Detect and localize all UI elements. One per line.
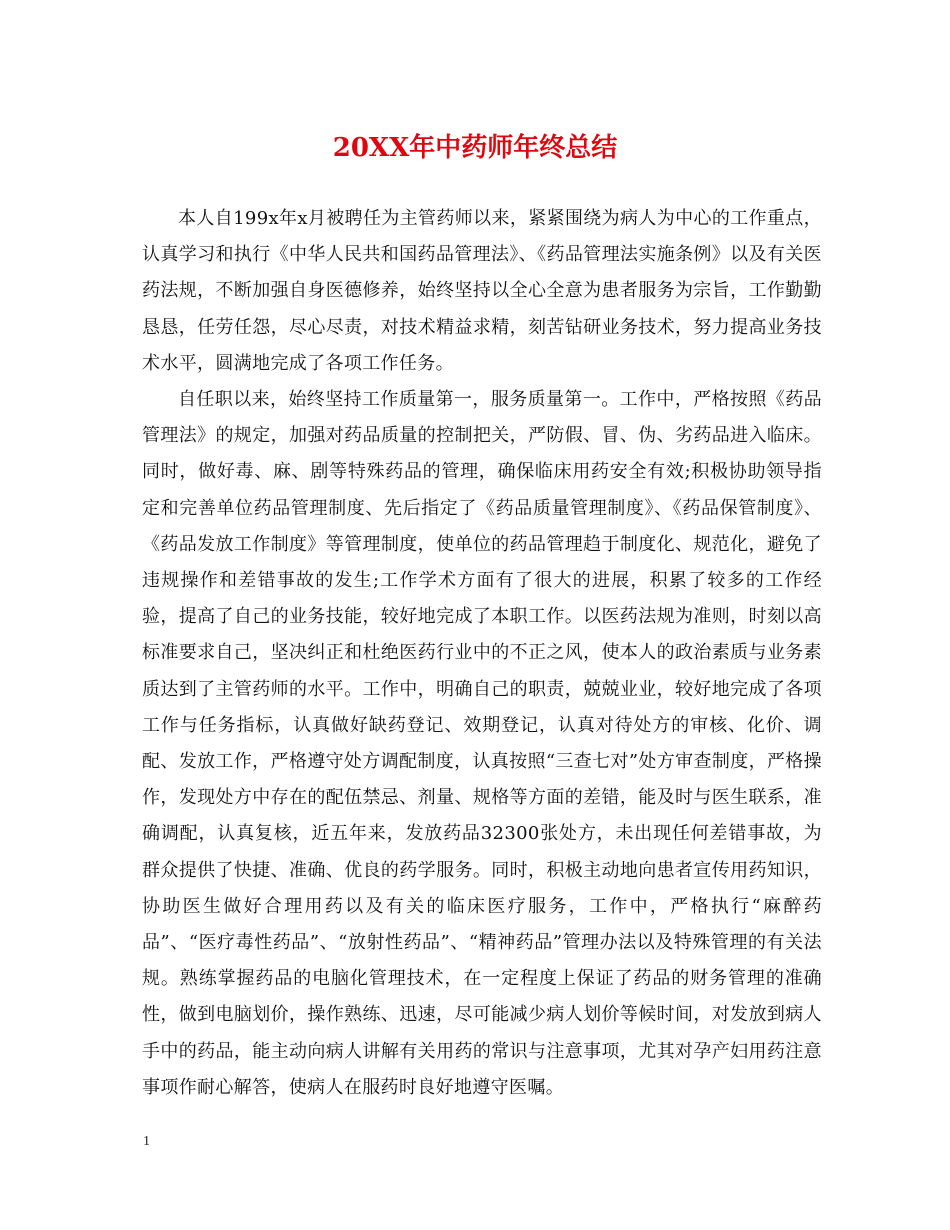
document-body [142,201,822,1106]
page-number: 1 [143,1134,150,1149]
paragraph-intro: 本人自199x年x月被聘任为主管药师以来，紧紧围绕为病人为中心的工作重点，认真学习和执行《中华人民共和国药品管理法》、《药品管理法实施条例》以及有关医药法规，不断加强自身医德修养，始终坚持以全心全意为患者服务为宗旨，工作勤勤恳恳，任劳任怨，尽心尽责，对技术精益求精，刻苦钻研业务技术，努力提高业务技术水平，圆满地完成了各项工作任务。 [142,208,822,374]
paragraph-work-summary: 自任职以来，始终坚持工作质量第一，服务质量第一。工作中，严格按照《药品管理法》的规定，加强对药品质量的控制把关，严防假、冒、伪、劣药品进入临床。同时，做好毒、麻、剧等特殊药品的管理，确保临床用药安全有效;积极协助领导指定和完善单位药品管理制度、先后指定了《药品质量管理制度》、《药品保管制度》、《药品发放工作制度》等管理制度，使单位的药品管理趋于制度化、规范化，避免了违规操作和差错事故的发生;工作学术方面有了很大的进展，积累了较多的工作经验，提高了自己的业务技能，较好地完成了本职工作。以医药法规为准则，时刻以高标准要求自己，坚决纠正和杜绝医药行业中的不正之风，使本人的政治素质与业务素质达到了主管药师的水平。工作中，明确自己的职责，兢兢业业，较好地完成了各项工作与任务指标，认真做好缺药登记、效期登记，认真对待处方的审核、化价、调配、发放工作，严格遵守处方调配制度，认真按照“三查七对”处方审查制度，严格操作，发现处方中存在的配伍禁忌、剂量、规格等方面的差错，能及时与医生联系，准确调配，认真复核，近五年来，发放药品32300张处方，未出现任何差错事故，为群众提供了快捷、准确、优良的药学服务。同时，积极主动地向患者宣传用药知识，协助医生做好合理用药以及有关的临床医疗服务，工作中，严格执行“麻醉药品”、“医疗毒性药品”、“放射性药品”、“精神药品”管理办法以及特殊管理的有关法规。熟练掌握药品的电脑化管理技术，在一定程度上保证了药品的财务管理的准确性，做到电脑划价，操作熟练、迅速，尽可能减少病人划价等候时间，对发放到病人手中的药品，能主动向病人讲解有关用药的常识与注意事项，尤其对孕产妇用药注意事项作耐心解答，使病人在服药时良好地遵守医嘱。 [142,389,822,1098]
document-title: 20XX年中药师年终总结 [332,133,618,163]
